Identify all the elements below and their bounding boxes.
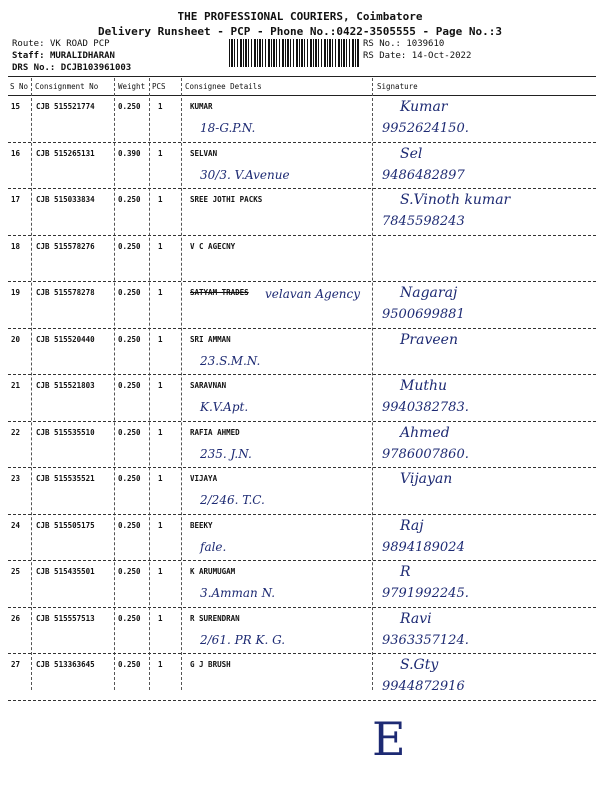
row-consignee: K ARUMUGAM xyxy=(190,567,236,576)
row-separator xyxy=(8,560,596,561)
row-pcs: 1 xyxy=(158,381,163,390)
row-handwritten-address: 235. J.N. xyxy=(200,446,252,461)
row-consignee: RAFIA AHMED xyxy=(190,427,240,437)
row-handwritten-phone: 9791992245. xyxy=(382,586,469,601)
row-sno: 15 xyxy=(11,102,21,111)
route-label: Route: xyxy=(12,39,45,49)
rs-no-value: 1039610 xyxy=(406,39,445,49)
row-handwritten-address: 30/3. V.Avenue xyxy=(200,167,290,182)
row-handwritten-signature: Kumar xyxy=(400,99,448,115)
row-separator xyxy=(8,700,596,701)
row-sno: 21 xyxy=(11,381,21,390)
row-pcs: 1 xyxy=(158,195,163,204)
row-handwritten-address: K.V.Apt. xyxy=(200,400,249,414)
staff-value: MURALIDHARAN xyxy=(49,51,115,61)
row-handwritten-signature: R xyxy=(400,564,411,580)
row-pcs: 1 xyxy=(158,427,163,437)
row-pcs: 1 xyxy=(158,474,163,483)
row-handwritten-phone: 9952624150. xyxy=(382,121,469,136)
row-sno: 26 xyxy=(11,613,21,623)
row-separator xyxy=(8,514,596,515)
row-handwritten-phone: 9944872916 xyxy=(382,679,465,694)
row-consignment-no: CJB 515033834 xyxy=(36,195,95,204)
row-consignment-no: CJB 515535510 xyxy=(36,427,95,437)
row-sno: 25 xyxy=(11,567,21,576)
row-handwritten-signature: Muthu xyxy=(400,378,448,394)
row-separator xyxy=(8,607,596,608)
row-consignment-no: CJB 515265131 xyxy=(36,148,95,158)
row-separator xyxy=(8,374,596,375)
row-consignment-no: CJB 515578278 xyxy=(36,288,95,297)
row-handwritten-address: 3.Amman N. xyxy=(200,586,276,600)
row-pcs: 1 xyxy=(158,660,163,669)
row-handwritten-address: fale. xyxy=(200,539,227,554)
row-separator xyxy=(8,653,596,654)
row-handwritten-signature: Praveen xyxy=(400,331,458,348)
handwritten-mark: E xyxy=(372,712,406,766)
col-divider xyxy=(31,78,32,690)
row-pcs: 1 xyxy=(158,567,163,576)
col-divider xyxy=(149,78,150,690)
runsheet-subtitle: Delivery Runsheet - PCP - Phone No.:0422-3505555 - Page No.:3 xyxy=(98,25,502,38)
row-handwritten-address: 2/61. PR K. G. xyxy=(200,632,286,647)
row-sno: 18 xyxy=(11,241,21,251)
row-weight: 0.390 xyxy=(118,148,141,158)
row-weight: 0.250 xyxy=(118,102,141,111)
col-weight: Weight xyxy=(118,82,146,91)
row-pcs: 1 xyxy=(158,148,163,158)
row-consignee: SREE JOTHI PACKS xyxy=(190,195,263,204)
row-handwritten-signature: Ravi xyxy=(400,610,432,627)
row-consignee: KUMAR xyxy=(190,102,213,111)
row-handwritten-phone: 9500699881 xyxy=(382,307,465,322)
row-handwritten-signature: Vijayan xyxy=(400,471,453,487)
col-signature: Signature xyxy=(377,82,418,91)
row-weight: 0.250 xyxy=(118,288,141,297)
row-handwritten-signature: S.Gty xyxy=(400,657,439,673)
row-separator xyxy=(8,328,596,329)
row-handwritten-signature: Sel xyxy=(400,145,423,162)
row-consignment-no: CJB 515521803 xyxy=(36,381,95,390)
row-consignment-no: CJB 515521774 xyxy=(36,102,95,111)
row-sno: 23 xyxy=(11,474,21,483)
row-handwritten-signature: Ahmed xyxy=(400,424,450,441)
row-separator xyxy=(8,467,596,468)
row-handwritten-signature: S.Vinoth kumar xyxy=(400,192,511,208)
row-weight: 0.250 xyxy=(118,195,141,204)
row-pcs: 1 xyxy=(158,613,163,623)
row-handwritten-address: 23.S.M.N. xyxy=(200,353,261,368)
row-consignee: SARAVNAN xyxy=(190,381,227,390)
table-top-rule xyxy=(8,76,596,77)
rs-date-line xyxy=(363,51,471,61)
row-separator xyxy=(8,142,596,143)
row-consignee: R SURENDRAN xyxy=(190,613,240,623)
col-divider xyxy=(372,78,373,690)
row-sno: 20 xyxy=(11,334,21,344)
row-sno: 16 xyxy=(11,148,21,158)
row-pcs: 1 xyxy=(158,241,163,251)
row-separator xyxy=(8,421,596,422)
row-sno: 27 xyxy=(11,660,21,669)
route-value: VK ROAD PCP xyxy=(49,39,110,49)
row-pcs: 1 xyxy=(158,288,163,297)
row-consignee: SRI AMMAN xyxy=(190,334,231,344)
row-consignee: SELVAN xyxy=(190,148,218,158)
row-handwritten-phone: 9940382783. xyxy=(382,400,469,415)
row-handwritten-phone: 9486482897 xyxy=(382,167,465,183)
row-weight: 0.250 xyxy=(118,474,141,483)
row-weight: 0.250 xyxy=(118,241,141,251)
col-consignee: Consignee Details xyxy=(185,82,262,91)
row-separator xyxy=(8,281,596,282)
row-consignment-no: CJB 515557513 xyxy=(36,613,95,623)
row-handwritten-phone: 7845598243 xyxy=(382,214,465,229)
row-consignee: V C AGECNY xyxy=(190,241,236,251)
row-weight: 0.250 xyxy=(118,381,141,390)
col-pcs: PCS xyxy=(152,82,166,91)
row-sno: 17 xyxy=(11,195,21,204)
row-consignee: VIJAYA xyxy=(190,474,218,483)
row-separator xyxy=(8,235,596,236)
company-title: THE PROFESSIONAL COURIERS, Coimbatore xyxy=(177,10,423,23)
row-handwritten-address: 18-G.P.N. xyxy=(200,121,256,135)
barcode xyxy=(229,39,359,67)
row-weight: 0.250 xyxy=(118,660,141,669)
drs-line xyxy=(12,63,131,73)
row-pcs: 1 xyxy=(158,102,163,111)
row-handwritten-phone: 9363357124. xyxy=(382,632,469,648)
row-separator xyxy=(8,188,596,189)
row-handwritten-address: velavan Agency xyxy=(265,287,361,301)
staff-label: Staff: xyxy=(12,51,45,61)
row-sno: 19 xyxy=(11,288,21,297)
row-consignment-no: CJB 515435501 xyxy=(36,567,95,576)
row-sno: 24 xyxy=(11,520,21,530)
rs-date-value: 14-Oct-2022 xyxy=(411,51,472,61)
col-sno: S No xyxy=(10,82,29,91)
row-consignment-no: CJB 515505175 xyxy=(36,520,95,530)
row-handwritten-signature: Nagaraj xyxy=(400,285,458,301)
row-consignee: BEEKY xyxy=(190,520,213,530)
staff-line xyxy=(12,51,115,61)
drs-label: DRS No.: xyxy=(12,63,56,73)
drs-value: DCJB103961003 xyxy=(60,63,132,73)
row-pcs: 1 xyxy=(158,520,163,530)
row-weight: 0.250 xyxy=(118,427,141,437)
route-line xyxy=(12,39,110,49)
row-handwritten-address: 2/246. T.C. xyxy=(200,493,265,507)
row-consignment-no: CJB 515520440 xyxy=(36,334,95,344)
col-divider xyxy=(114,78,115,690)
row-consignment-no: CJB 513363645 xyxy=(36,660,95,669)
row-pcs: 1 xyxy=(158,334,163,344)
row-weight: 0.250 xyxy=(118,334,141,344)
row-weight: 0.250 xyxy=(118,520,141,530)
rs-date-label: RS Date: xyxy=(363,51,407,61)
row-consignee: SATYAM TRADES xyxy=(190,288,249,297)
header-bottom-rule xyxy=(8,95,596,96)
rs-no-label: RS No.: xyxy=(363,39,401,49)
col-consignment: Consignment No xyxy=(35,82,99,91)
row-handwritten-signature: Raj xyxy=(400,517,424,534)
row-consignee: G J BRUSH xyxy=(190,660,231,669)
row-handwritten-phone: 9894189024 xyxy=(382,539,465,555)
col-divider xyxy=(181,78,182,690)
row-consignment-no: CJB 515578276 xyxy=(36,241,95,251)
row-consignment-no: CJB 515535521 xyxy=(36,474,95,483)
row-handwritten-phone: 9786007860. xyxy=(382,446,469,462)
rs-no-line xyxy=(363,39,444,49)
row-weight: 0.250 xyxy=(118,613,141,623)
row-weight: 0.250 xyxy=(118,567,141,576)
row-sno: 22 xyxy=(11,427,21,437)
